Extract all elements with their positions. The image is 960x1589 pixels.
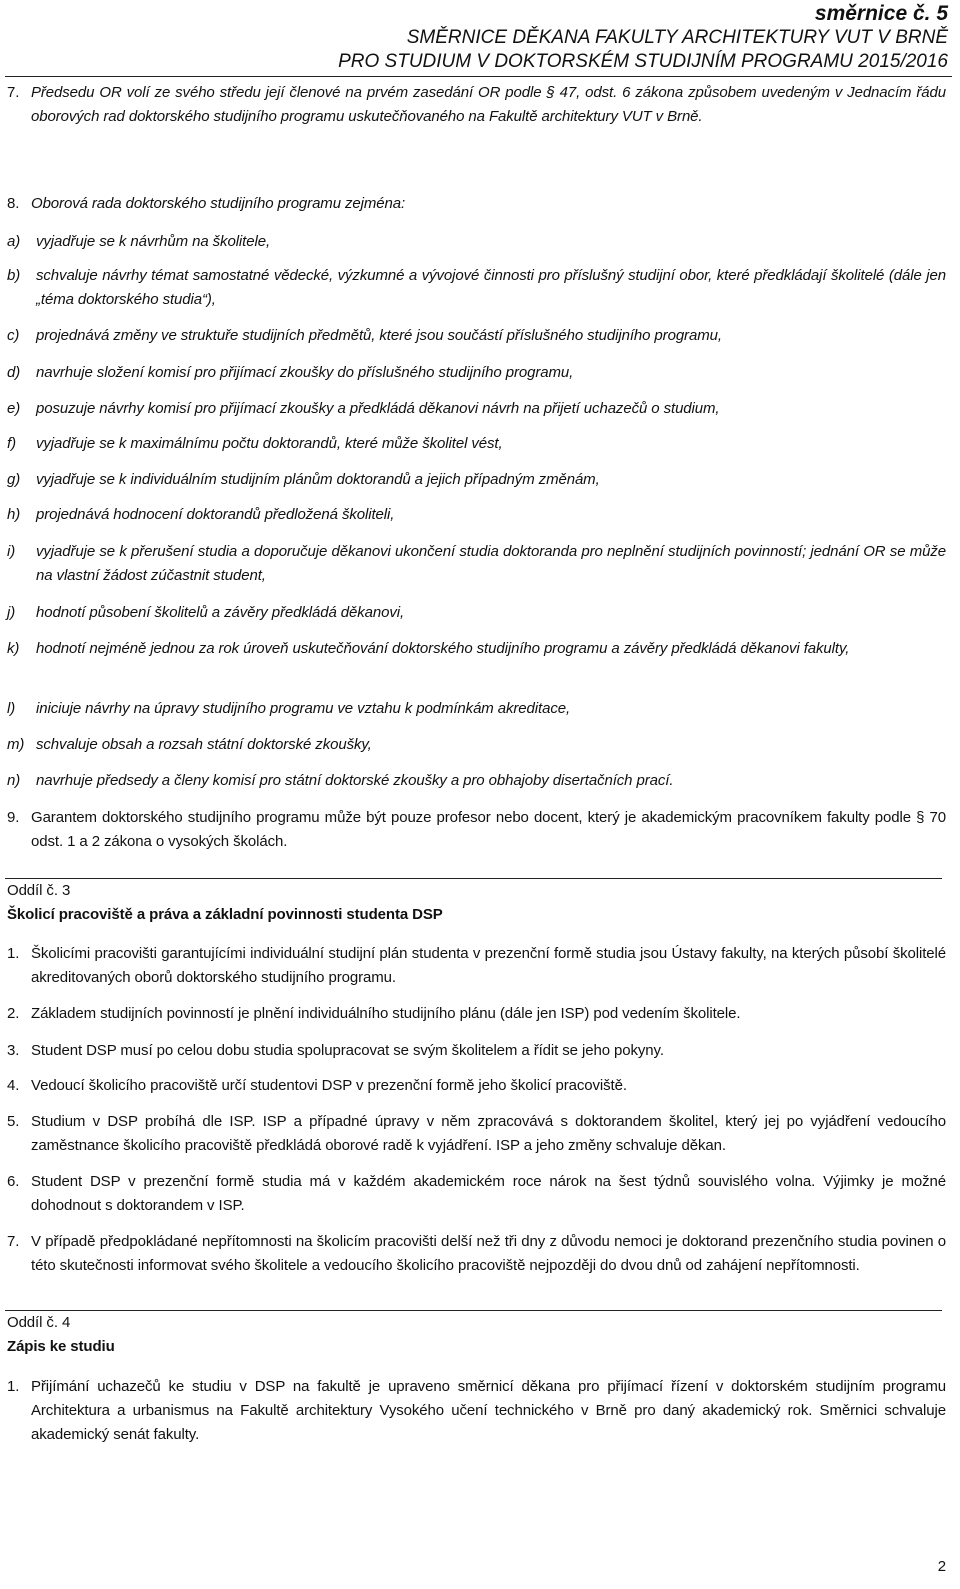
list-item-text: projednává hodnocení doktorandů předložená školiteli, [36,506,395,523]
paragraph-8 [7,192,946,216]
list-item-letter: m) [7,736,25,753]
list-item [7,361,946,385]
list-item-text: navrhuje předsedy a členy komisí pro státní doktorské zkoušky a pro obhajoby disertačních prací. [36,772,674,789]
list-item-text: hodnotí nejméně jednou za rok úroveň uskutečňování doktorského studijního programu a závěry předkládá děkanovi fakulty, [36,640,850,657]
item-text: Základem studijních povinností je plnění individuálního studijního plánu (dále jen ISP) pod vedením školitele. [31,1005,741,1022]
list-item-letter: e) [7,400,21,417]
item-text: Studium v DSP probíhá dle ISP. ISP a případné úpravy v něm zpracovává s doktorandem školitel, který jej po vyjádření vedoucího zaměstnance školicího pracoviště předkládá oborové radě k vyjádření. ISP a jeho změny schvaluje děkan. [31,1113,946,1154]
section-3-item [7,1170,946,1218]
item-number: 1. [7,945,20,962]
section-3-item [7,942,946,990]
header-subtitle-1: SMĚRNICE DĚKANA FAKULTY ARCHITEKTURY VUT V BRNĚ [406,27,948,48]
list-item-text: vyjadřuje se k maximálnímu počtu doktorandů, které může školitel vést, [36,435,503,452]
item-number: 4. [7,1077,20,1094]
list-item [7,264,946,312]
list-item-text: posuzuje návrhy komisí pro přijímací zkoušky a předkládá děkanovi návrh na přijetí uchazečů o studium, [36,400,720,417]
list-item-text: schvaluje obsah a rozsah státní doktorské zkoušky, [36,736,372,753]
list-item [7,324,946,348]
list-item-letter: g) [7,471,21,488]
list-item-letter: f) [7,435,16,452]
list-item-text: projednává změny ve struktuře studijních předmětů, které jsou součástí příslušného studijního programu, [36,327,722,344]
section-3-item [7,1039,946,1063]
paragraph-text: Oborová rada doktorského studijního programu zejména: [31,195,406,212]
section-3-item [7,1002,946,1026]
list-item [7,397,946,421]
header-subtitle-2: PRO STUDIUM V DOKTORSKÉM STUDIJNÍM PROGRAMU 2015/2016 [338,51,948,72]
section-3-item [7,1074,946,1098]
list-item-letter: h) [7,506,21,523]
list-item [7,432,946,456]
list-item-letter: l) [7,700,16,717]
list-item [7,468,946,492]
header-title: směrnice č. 5 [814,2,948,25]
item-text: Přijímání uchazečů ke studiu v DSP na fakultě je upraveno směrnicí děkana pro přijímací řízení v doktorském studijním programu Architektura a urbanismus na Fakultě architektury Vysokého učení technického v Brně pro daný akademický rok. Směrnici schvaluje akademický senát fakulty. [31,1378,946,1443]
item-text: Student DSP v prezenční formě studia má v každém akademickém roce nárok na šest týdnů souvislého volna. Výjimky je možné dohodnout s doktorandem v ISP. [31,1173,946,1214]
paragraph-9 [7,806,946,854]
list-item-letter: d) [7,364,21,381]
item-number: 7. [7,1233,20,1250]
section-divider [5,1310,942,1311]
list-item [7,697,946,721]
paragraph-number: 8. [7,195,20,212]
list-item-letter: i) [7,543,16,560]
section-4-label: Oddíl č. 4 [7,1314,71,1331]
item-text: Student DSP musí po celou dobu studia spolupracovat se svým školitelem a řídit se jeho pokyny. [31,1042,664,1059]
paragraph-number: 9. [7,809,20,826]
section-3-item [7,1110,946,1158]
section-3-title: Školicí pracoviště a práva a základní povinnosti studenta DSP [7,906,443,923]
paragraph-text: Garantem doktorského studijního programu může být pouze profesor nebo docent, který je akademickým pracovníkem fakulty podle § 70 odst. 1 a 2 zákona o vysokých školách. [31,809,946,850]
section-4-title: Zápis ke studiu [7,1338,115,1355]
list-item-text: iniciuje návrhy na úpravy studijního programu ve vztahu k podmínkám akreditace, [36,700,571,717]
list-item [7,601,946,625]
section-3-label: Oddíl č. 3 [7,882,71,899]
section-divider [5,878,942,879]
list-item-text: vyjadřuje se k návrhům na školitele, [36,233,271,250]
list-item [7,503,946,527]
list-item-text: navrhuje složení komisí pro přijímací zkoušky do příslušného studijního programu, [36,364,574,381]
list-item-letter: b) [7,267,21,284]
list-item-letter: j) [7,604,16,621]
list-item-text: vyjadřuje se k přerušení studia a doporučuje děkanovi ukončení studia doktoranda pro neplnění studijních povinností; jednání OR se může na vlastní žádost zúčastnit student, [36,543,946,584]
list-item-letter: a) [7,233,21,250]
list-item [7,769,946,793]
item-number: 1. [7,1378,20,1395]
list-item-text: vyjadřuje se k individuálním studijním plánům doktorandů a jejich případným změnám, [36,471,600,488]
list-item-text: schvaluje návrhy témat samostatné vědecké, výzkumné a vývojové činnosti pro příslušný studijní obor, které předkládají školitelé (dále jen „téma doktorského studia“), [36,267,946,308]
item-text: Školicími pracovišti garantujícími individuální studijní plán studenta v prezenční formě studia jsou Ústavy fakulty, na kterých působí školitelé akreditovaných oborů doktorského studijního programu. [31,945,946,986]
list-item [7,637,946,661]
list-item [7,230,946,254]
list-item-text: hodnotí působení školitelů a závěry předkládá děkanovi, [36,604,405,621]
item-text: Vedoucí školicího pracoviště určí studentovi DSP v prezenční formě jeho školicí pracoviště. [31,1077,627,1094]
section-3-item [7,1230,946,1278]
list-item-letter: n) [7,772,21,789]
section-4-item [7,1375,946,1447]
paragraph-text: Předsedu OR volí ze svého středu její členové na prvém zasedání OR podle § 47, odst. 6 zákona způsobem uvedeným v Jednacím řádu oborových rad doktorského studijního programu uskutečňovaného na Fakultě architektury VUT v Brně. [31,84,946,125]
list-item-letter: c) [7,327,20,344]
page-number: 2 [937,1558,946,1575]
paragraph-7 [7,81,946,129]
item-number: 2. [7,1005,20,1022]
list-item [7,733,946,757]
item-number: 6. [7,1173,20,1190]
item-text: V případě předpokládané nepřítomnosti na školicím pracovišti delší než tři dny z důvodu nemoci je doktorand prezenčního studia povinen o této skutečnosti informovat svého školitele a vedoucího školicího pracoviště nejpozději do dvou dnů od zahájení nepřítomnosti. [31,1233,946,1274]
item-number: 5. [7,1113,20,1130]
list-item-letter: k) [7,640,20,657]
list-item [7,540,946,588]
item-number: 3. [7,1042,20,1059]
paragraph-number: 7. [7,84,20,101]
